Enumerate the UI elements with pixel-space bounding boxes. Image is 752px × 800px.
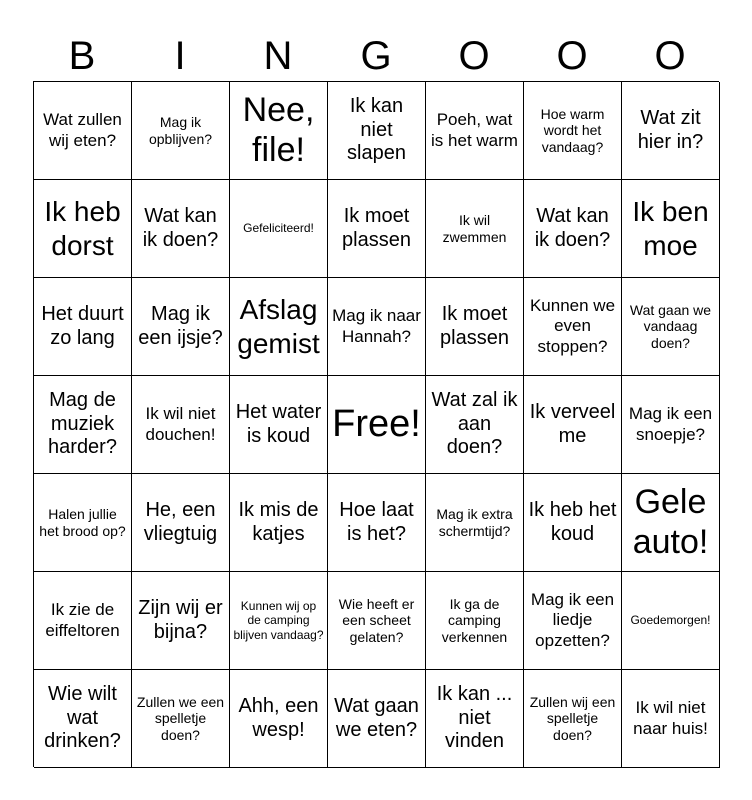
bingo-cell[interactable] (132, 474, 230, 572)
cell-text: Free! (332, 403, 421, 446)
cell-text: Wat gaan we vandaag doen? (629, 301, 712, 351)
cell-text: Wat zal ik aan doen? (431, 389, 518, 459)
cell-text: Wat gaan we eten? (334, 694, 419, 741)
cell-text: Zijn wij er bijna? (138, 596, 223, 643)
bingo-cell[interactable] (34, 376, 132, 474)
bingo-cell[interactable] (230, 572, 328, 670)
cell-text: Mag ik naar Hannah? (332, 306, 421, 346)
cell-text: Ik moet plassen (440, 302, 509, 349)
bingo-cell[interactable] (622, 278, 720, 376)
bingo-cell[interactable] (622, 376, 720, 474)
bingo-cell[interactable] (426, 82, 524, 180)
cell-text: Hoe warm wordt het vandaag? (540, 105, 605, 155)
bingo-cell[interactable] (524, 474, 622, 572)
cell-text: Ik kan ... niet vinden (436, 683, 513, 753)
header-letter-4: G (360, 34, 392, 78)
cell-text: Gele auto! (632, 483, 709, 561)
bingo-cell[interactable] (328, 82, 426, 180)
cell-text: Wie wilt wat drinken? (44, 683, 121, 753)
cell-text: Ik wil zwemmen (442, 211, 507, 245)
cell-text: Ik mis de katjes (238, 498, 319, 545)
cell-text: Kunnen wij op de camping blijven vandaag? (233, 599, 324, 642)
cell-text: Het water is koud (235, 400, 322, 447)
bingo-cell[interactable] (34, 670, 132, 768)
cell-text: He, een vliegtuig (143, 498, 218, 545)
bingo-cell[interactable] (426, 376, 524, 474)
header-letter-7: O (654, 34, 686, 78)
bingo-cell[interactable] (132, 376, 230, 474)
bingo-cell[interactable] (230, 376, 328, 474)
bingo-cell[interactable] (622, 474, 720, 572)
bingo-cell[interactable] (426, 572, 524, 670)
bingo-cell[interactable] (524, 180, 622, 278)
cell-text: Hoe laat is het? (339, 498, 414, 545)
bingo-cell[interactable] (622, 572, 720, 670)
bingo-cell[interactable] (34, 474, 132, 572)
bingo-cell[interactable] (524, 278, 622, 376)
cell-text: Ik ben moe (632, 195, 709, 261)
free-cell[interactable] (328, 376, 426, 474)
cell-text: Ahh, een wesp! (238, 694, 319, 741)
bingo-grid (33, 81, 719, 767)
bingo-cell[interactable] (34, 180, 132, 278)
bingo-cell[interactable] (426, 670, 524, 768)
bingo-cell[interactable] (426, 278, 524, 376)
header-letter-6: O (556, 34, 588, 78)
bingo-cell[interactable] (622, 670, 720, 768)
bingo-cell[interactable] (132, 670, 230, 768)
cell-text: Nee, file! (242, 91, 315, 169)
bingo-cell[interactable] (328, 474, 426, 572)
bingo-cell[interactable] (524, 670, 622, 768)
bingo-cell[interactable] (230, 180, 328, 278)
cell-text: Het duurt zo lang (41, 302, 124, 349)
bingo-cell[interactable] (230, 670, 328, 768)
bingo-cell[interactable] (34, 278, 132, 376)
cell-text: Wat kan ik doen? (534, 204, 611, 251)
cell-text: Mag ik extra schermtijd? (436, 505, 513, 539)
bingo-cell[interactable] (132, 180, 230, 278)
bingo-cell[interactable] (328, 180, 426, 278)
header-letter-5: O (458, 34, 490, 78)
bingo-cell[interactable] (524, 82, 622, 180)
cell-text: Gefeliciteerd! (243, 221, 314, 236)
bingo-cell[interactable] (34, 572, 132, 670)
header-letter-2: I (174, 34, 186, 78)
bingo-cell[interactable] (524, 376, 622, 474)
bingo-cell[interactable] (230, 82, 328, 180)
cell-text: Mag ik opblijven? (148, 113, 213, 147)
bingo-cell[interactable] (524, 572, 622, 670)
cell-text: Wat zit hier in? (637, 106, 704, 153)
cell-text: Ik kan niet slapen (347, 95, 406, 165)
cell-text: Wat zullen wij eten? (43, 110, 122, 150)
bingo-cell[interactable] (230, 474, 328, 572)
cell-text: Halen jullie het brood op? (39, 505, 126, 539)
bingo-cell[interactable] (622, 82, 720, 180)
cell-text: Ik wil niet douchen! (145, 404, 216, 444)
bingo-cell[interactable] (132, 278, 230, 376)
bingo-cell[interactable] (328, 670, 426, 768)
cell-text: Ik moet plassen (342, 204, 411, 251)
header-letter-3: N (263, 34, 293, 78)
cell-text: Goedemorgen! (630, 613, 711, 628)
cell-text: Zullen wij een spelletje doen? (529, 693, 616, 743)
bingo-cell[interactable] (328, 572, 426, 670)
cell-text: Wat kan ik doen? (142, 204, 219, 251)
cell-text: Ik heb het koud (528, 498, 617, 545)
bingo-cell[interactable] (132, 572, 230, 670)
bingo-cell[interactable] (426, 474, 524, 572)
cell-text: Ik heb dorst (44, 195, 121, 261)
cell-text: Ik wil niet naar huis! (633, 698, 708, 738)
cell-text: Kunnen we even stoppen? (529, 296, 616, 356)
cell-text: Afslag gemist (237, 293, 320, 359)
bingo-cell[interactable] (230, 278, 328, 376)
cell-text: Ik verveel me (529, 400, 616, 447)
cell-text: Zullen we een spelletje doen? (136, 693, 225, 743)
bingo-cell[interactable] (132, 82, 230, 180)
bingo-cell[interactable] (426, 180, 524, 278)
cell-text: Poeh, wat is het warm (431, 110, 518, 150)
cell-text: Mag ik een liedje opzetten? (530, 590, 615, 650)
cell-text: Ik zie de eiffeltoren (45, 600, 120, 640)
cell-text: Mag ik een ijsje? (138, 302, 223, 349)
cell-text: Wie heeft er een scheet gelaten? (338, 595, 415, 645)
bingo-cell[interactable] (328, 278, 426, 376)
cell-text: Ik ga de camping verkennen (441, 595, 508, 645)
bingo-cell[interactable] (34, 82, 132, 180)
header-letter-1: B (68, 34, 96, 78)
cell-text: Mag ik een snoepje? (628, 404, 713, 444)
bingo-header (33, 30, 719, 82)
bingo-cell[interactable] (622, 180, 720, 278)
cell-text: Mag de muziek harder? (48, 389, 117, 459)
